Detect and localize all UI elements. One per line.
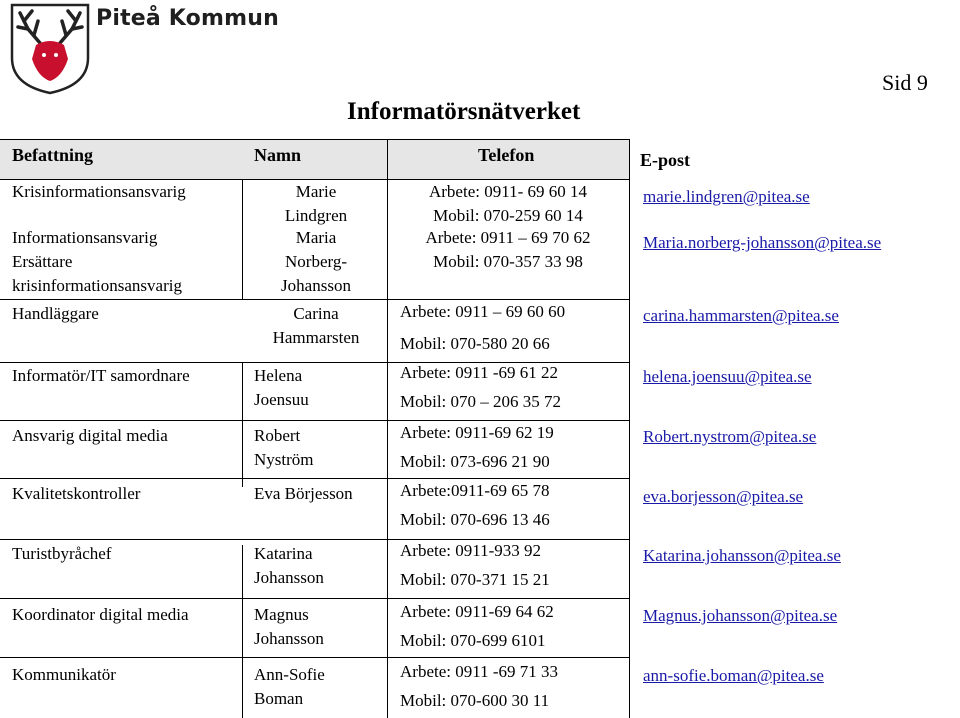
name-line: Boman — [254, 689, 304, 708]
name-line: Helena — [254, 366, 303, 385]
role-line: krisinformationsansvarig — [12, 276, 182, 295]
phone-cell — [400, 358, 640, 416]
email-link[interactable]: marie.lindgren@pitea.se — [643, 187, 810, 206]
phone-mobile: Mobil: 070-357 33 98 — [433, 252, 583, 271]
phone-mobile: Mobil: 070-696 13 46 — [400, 510, 550, 529]
role-line: Ersättare — [12, 252, 73, 271]
name-cell — [254, 603, 394, 651]
column-header-email: E-post — [640, 150, 691, 170]
phone-mobile: Mobil: 070-580 20 66 — [400, 334, 550, 353]
role-cell: Kvalitetskontroller — [12, 484, 141, 503]
phone-cell — [388, 226, 628, 274]
phone-cell — [400, 296, 640, 360]
phone-cell — [400, 536, 640, 594]
name-line: Norberg- — [285, 252, 347, 271]
email-link[interactable]: eva.borjesson@pitea.se — [643, 487, 804, 506]
name-line: Katarina — [254, 544, 313, 563]
email-link[interactable]: carina.hammarsten@pitea.se — [643, 306, 839, 325]
name-cell — [254, 364, 394, 412]
table-border-top — [0, 139, 630, 140]
phone-work: Arbete: 0911-933 92 — [400, 541, 542, 560]
name-line: Lindgren — [284, 206, 348, 225]
phone-work: Arbete:0911-69 65 78 — [400, 481, 550, 500]
phone-work: Arbete: 0911 – 69 60 60 — [400, 302, 566, 321]
role-cell — [12, 226, 252, 298]
name-cell — [254, 424, 394, 472]
phone-cell — [400, 597, 640, 655]
role-cell: Krisinformationsansvarig — [12, 182, 186, 201]
phone-mobile: Mobil: 070-600 30 11 — [400, 691, 550, 710]
role-cell: Informatör/IT samordnare — [12, 366, 190, 385]
name-line: Johansson — [254, 629, 324, 648]
phone-mobile: Mobil: 073-696 21 90 — [400, 452, 550, 471]
role-cell: Ansvarig digital media — [12, 426, 168, 445]
phone-work: Arbete: 0911- 69 60 14 — [428, 182, 587, 201]
phone-mobile: Mobil: 070 – 206 35 72 — [400, 392, 562, 411]
name-cell — [254, 542, 394, 590]
name-cell — [246, 180, 386, 228]
name-line: Hammarsten — [272, 328, 360, 347]
page-number: Sid 9 — [882, 70, 928, 95]
page-title: Informatörsnätverket — [347, 98, 581, 125]
phone-cell — [388, 180, 628, 228]
role-cell: Handläggare — [12, 304, 99, 323]
role-cell: Kommunikatör — [12, 665, 116, 684]
column-header-role: Befattning — [12, 145, 93, 165]
role-cell: Turistbyråchef — [12, 544, 112, 563]
name-line: Maria — [295, 228, 337, 247]
email-link[interactable]: Maria.norberg-johansson@pitea.se — [643, 233, 882, 252]
brand-name: Piteå Kommun — [96, 6, 279, 31]
name-cell — [246, 302, 386, 350]
role-line: Informationsansvarig — [12, 228, 158, 247]
name-line: Nyström — [254, 450, 314, 469]
phone-cell — [400, 418, 640, 476]
column-divider — [242, 545, 243, 718]
column-header-phone: Telefon — [478, 145, 535, 165]
email-link[interactable]: ann-sofie.boman@pitea.se — [643, 666, 824, 685]
name-line: Robert — [254, 426, 301, 445]
phone-mobile: Mobil: 070-259 60 14 — [433, 206, 583, 225]
phone-mobile: Mobil: 070-371 15 21 — [400, 570, 550, 589]
phone-work: Arbete: 0911-69 64 62 — [400, 602, 554, 621]
column-header-name: Namn — [254, 145, 302, 165]
name-line: Johansson — [281, 276, 351, 295]
name-cell — [246, 226, 386, 298]
name-line: Carina — [293, 304, 339, 323]
phone-work: Arbete: 0911 – 69 70 62 — [425, 228, 591, 247]
phone-work: Arbete: 0911-69 62 19 — [400, 423, 554, 442]
email-link[interactable]: Katarina.johansson@pitea.se — [643, 546, 841, 565]
email-link[interactable]: helena.joensuu@pitea.se — [643, 367, 812, 386]
email-link[interactable]: Magnus.johansson@pitea.se — [643, 606, 838, 625]
phone-mobile: Mobil: 070-699 6101 — [400, 631, 546, 650]
phone-work: Arbete: 0911 -69 61 22 — [400, 363, 559, 382]
name-line: Magnus — [254, 605, 309, 624]
phone-cell — [400, 476, 640, 534]
table-header-band — [0, 139, 630, 179]
email-link[interactable]: Robert.nystrom@pitea.se — [643, 427, 817, 446]
name-line: Johansson — [254, 568, 324, 587]
phone-work: Arbete: 0911 -69 71 33 — [400, 662, 559, 681]
name-cell: Eva Börjesson — [254, 484, 353, 503]
phone-cell — [400, 657, 640, 715]
name-line: Ann-Sofie — [254, 665, 325, 684]
name-cell — [254, 663, 394, 711]
name-line: Joensuu — [254, 390, 309, 409]
role-cell: Koordinator digital media — [12, 605, 189, 624]
name-line: Marie — [295, 182, 337, 201]
